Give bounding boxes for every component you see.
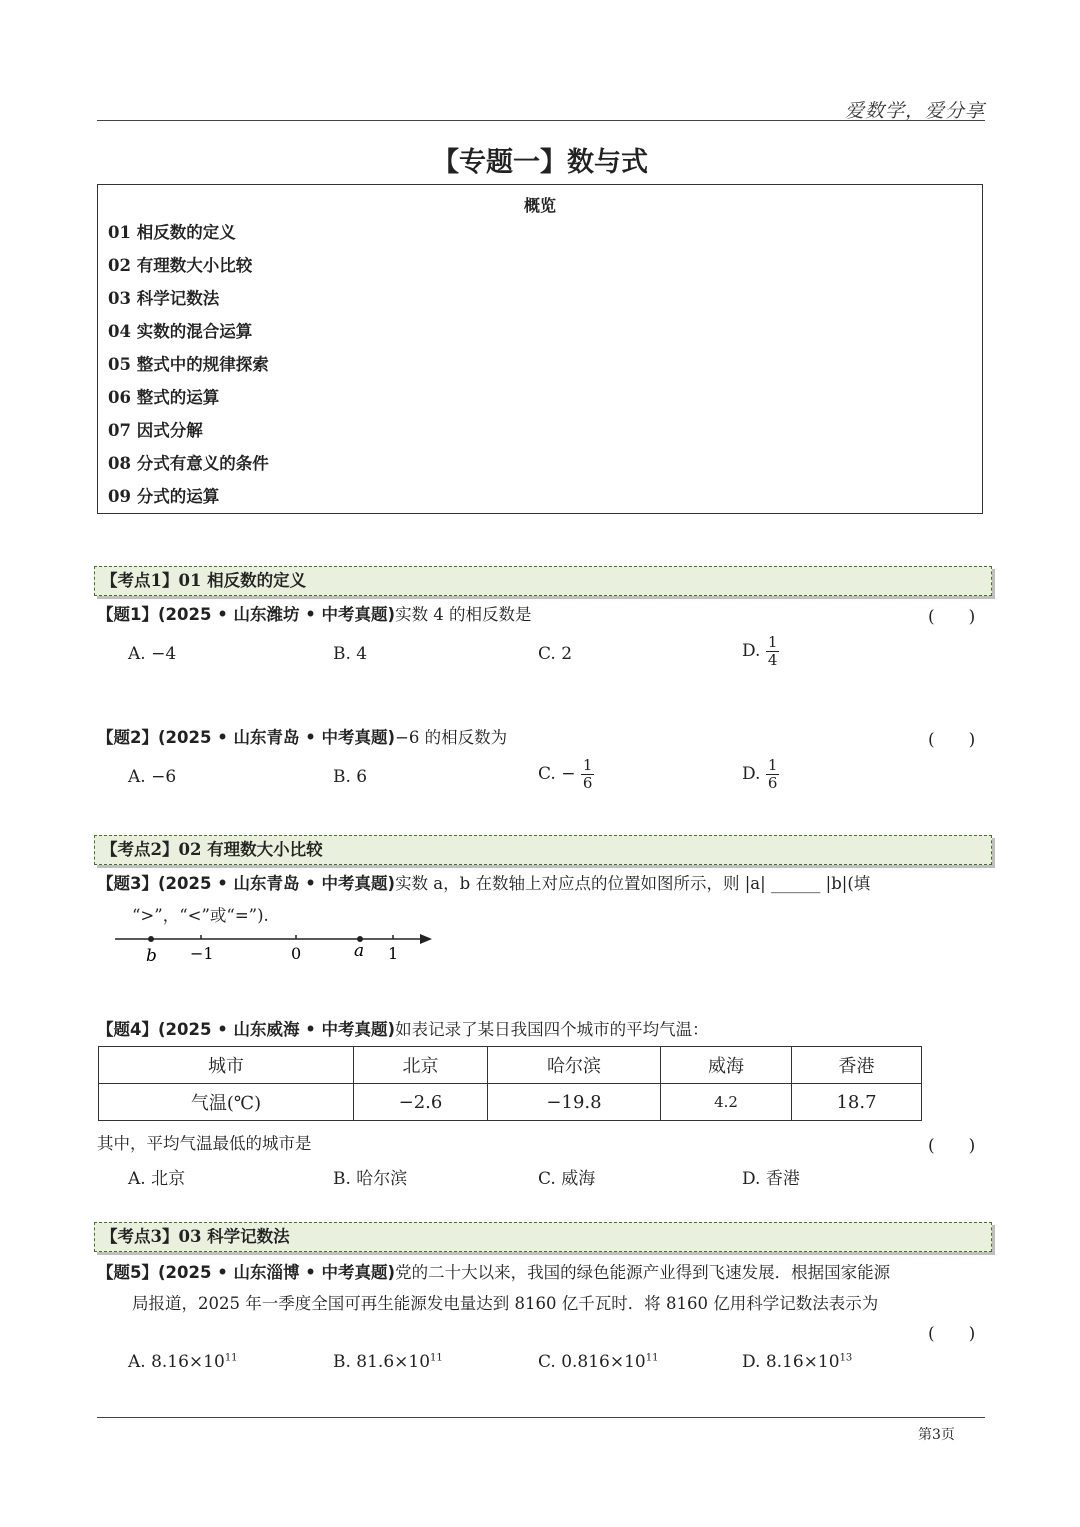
- question-5-option-c: [538, 1352, 659, 1372]
- label-zero: 0: [291, 944, 302, 963]
- label-minus-one: −1: [190, 944, 214, 963]
- question-1-stem: 实数 4 的相反数是: [395, 605, 532, 624]
- overview-list: [108, 221, 269, 518]
- question-5-stem: 党的二十大以来，我国的绿色能源产业得到飞速发展．根据国家能源: [395, 1263, 891, 1282]
- question-2: [97, 724, 507, 748]
- question-5-label: 【题5】(2025 • 山东淄博 • 中考真题): [97, 1263, 396, 1282]
- number-line-arrow: [420, 934, 432, 944]
- question-4-option-d: D. 香港: [742, 1169, 800, 1189]
- question-2-option-d-prefix: D.: [742, 764, 761, 784]
- table-cell: −2.6: [354, 1084, 488, 1121]
- question-4-stem: 如表记录了某日我国四个城市的平均气温：: [395, 1020, 709, 1039]
- question-2-label: 【题2】(2025 • 山东青岛 • 中考真题): [97, 728, 396, 747]
- question-5: [97, 1259, 890, 1283]
- question-2-option-b: B. 6: [333, 767, 368, 787]
- overview-item: 07 因式分解: [108, 421, 203, 440]
- question-5-option-d-text: D. 8.16×10: [742, 1352, 840, 1372]
- question-2-answer-paren: ( ): [928, 730, 976, 750]
- question-4-label: 【题4】(2025 • 山东威海 • 中考真题): [97, 1020, 396, 1039]
- overview-box: [97, 184, 983, 514]
- question-4-option-a: A. 北京: [128, 1169, 186, 1189]
- point-b-dot: [148, 936, 154, 942]
- footer-rule: [97, 1417, 985, 1418]
- question-5-option-c-text: C. 0.816×10: [538, 1352, 646, 1372]
- question-3: [97, 870, 870, 894]
- question-4-option-b: B. 哈尔滨: [333, 1169, 408, 1189]
- overview-item: 04 实数的混合运算: [108, 322, 253, 341]
- overview-item: 05 整式中的规律探索: [108, 355, 269, 374]
- question-2-option-d: [742, 757, 779, 792]
- table-row: [99, 1084, 922, 1121]
- kaodian-1-banner: 【考点1】01 相反数的定义: [94, 566, 992, 596]
- header-rule: [97, 120, 985, 121]
- exponent: 11: [430, 1352, 443, 1364]
- question-4-option-c: C. 威海: [538, 1169, 596, 1189]
- table-cell: 北京: [354, 1047, 488, 1084]
- table-cell: 威海: [661, 1047, 792, 1084]
- exponent: 11: [224, 1352, 238, 1364]
- question-5-stem-continued: 局报道，2025 年一季度全国可再生能源发电量达到 8160 亿千瓦时．将 8160 亿用科学记数法表示为: [132, 1294, 879, 1313]
- question-5-option-d: [742, 1352, 852, 1372]
- question-1-option-d: [742, 634, 779, 669]
- question-1-answer-paren: ( ): [928, 607, 976, 627]
- overview-item: 09 分式的运算: [108, 487, 220, 506]
- question-5-answer-paren: ( ): [928, 1324, 976, 1344]
- overview-item: 02 有理数大小比较: [108, 256, 253, 275]
- fraction-denominator: 4: [767, 651, 778, 669]
- question-2-option-a: A. −6: [128, 767, 177, 787]
- question-4-stem-continued: 其中，平均气温最低的城市是: [97, 1134, 312, 1153]
- fraction-numerator: 1: [767, 633, 778, 651]
- table-row: [99, 1047, 922, 1084]
- question-3-stem-continued: “>”，“<”或“=”).: [132, 906, 269, 925]
- exponent: 11: [645, 1352, 659, 1364]
- question-3-label: 【题3】(2025 • 山东青岛 • 中考真题): [97, 874, 396, 893]
- question-5-option-a: [128, 1352, 238, 1372]
- question-1-label: 【题1】(2025 • 山东潍坊 • 中考真题): [97, 605, 396, 624]
- fraction-denominator: 6: [582, 774, 593, 792]
- header-motto: 爱数学，爱分享: [845, 100, 986, 122]
- fraction-numerator: 1: [582, 756, 593, 774]
- table-cell: 4.2: [661, 1084, 792, 1121]
- kaodian-2-banner: 【考点2】02 有理数大小比较: [94, 835, 992, 865]
- question-1: [97, 601, 532, 625]
- fraction: [766, 757, 780, 792]
- table-cell: 气温(℃): [99, 1084, 354, 1121]
- question-4-answer-paren: ( ): [928, 1136, 976, 1156]
- number-line-figure: [110, 926, 440, 966]
- table-cell: −19.8: [488, 1084, 661, 1121]
- table-cell: 哈尔滨: [488, 1047, 661, 1084]
- overview-heading: 概览: [523, 196, 556, 215]
- question-1-option-b: B. 4: [333, 644, 368, 664]
- question-5-option-b-text: B. 81.6×10: [333, 1352, 431, 1372]
- overview-item: 03 科学记数法: [108, 289, 220, 308]
- table-cell: 18.7: [792, 1084, 922, 1121]
- question-1-option-c: C. 2: [538, 644, 573, 664]
- page-title: 【专题一】数与式: [432, 147, 648, 178]
- overview-item: 01 相反数的定义: [108, 223, 236, 242]
- kaodian-3-banner: 【考点3】03 科学记数法: [94, 1222, 992, 1252]
- table-cell: 城市: [99, 1047, 354, 1084]
- exponent: 13: [839, 1352, 853, 1364]
- question-2-stem: −6 的相反数为: [395, 728, 508, 747]
- question-3-stem: 实数 a，b 在数轴上对应点的位置如图所示，则 |a| ______ |b|(填: [395, 874, 871, 893]
- fraction-numerator: 1: [767, 756, 778, 774]
- temperature-table: [98, 1046, 922, 1121]
- label-b: b: [146, 946, 157, 966]
- question-2-option-c: [538, 757, 594, 792]
- fraction-denominator: 6: [767, 774, 778, 792]
- overview-item: 06 整式的运算: [108, 388, 220, 407]
- question-1-option-a: A. −4: [128, 644, 177, 664]
- overview-item: 08 分式有意义的条件: [108, 454, 269, 473]
- question-5-option-a-text: A. 8.16×10: [128, 1352, 225, 1372]
- page-number: 第3页: [918, 1427, 955, 1443]
- fraction: [581, 757, 595, 792]
- label-a: a: [354, 941, 365, 961]
- question-4: [97, 1016, 709, 1040]
- question-5-option-b: [333, 1352, 443, 1372]
- table-cell: 香港: [792, 1047, 922, 1084]
- label-one: 1: [388, 944, 399, 963]
- question-2-option-c-prefix: C. −: [538, 764, 576, 784]
- question-1-option-d-prefix: D.: [742, 641, 761, 661]
- fraction: [766, 634, 780, 669]
